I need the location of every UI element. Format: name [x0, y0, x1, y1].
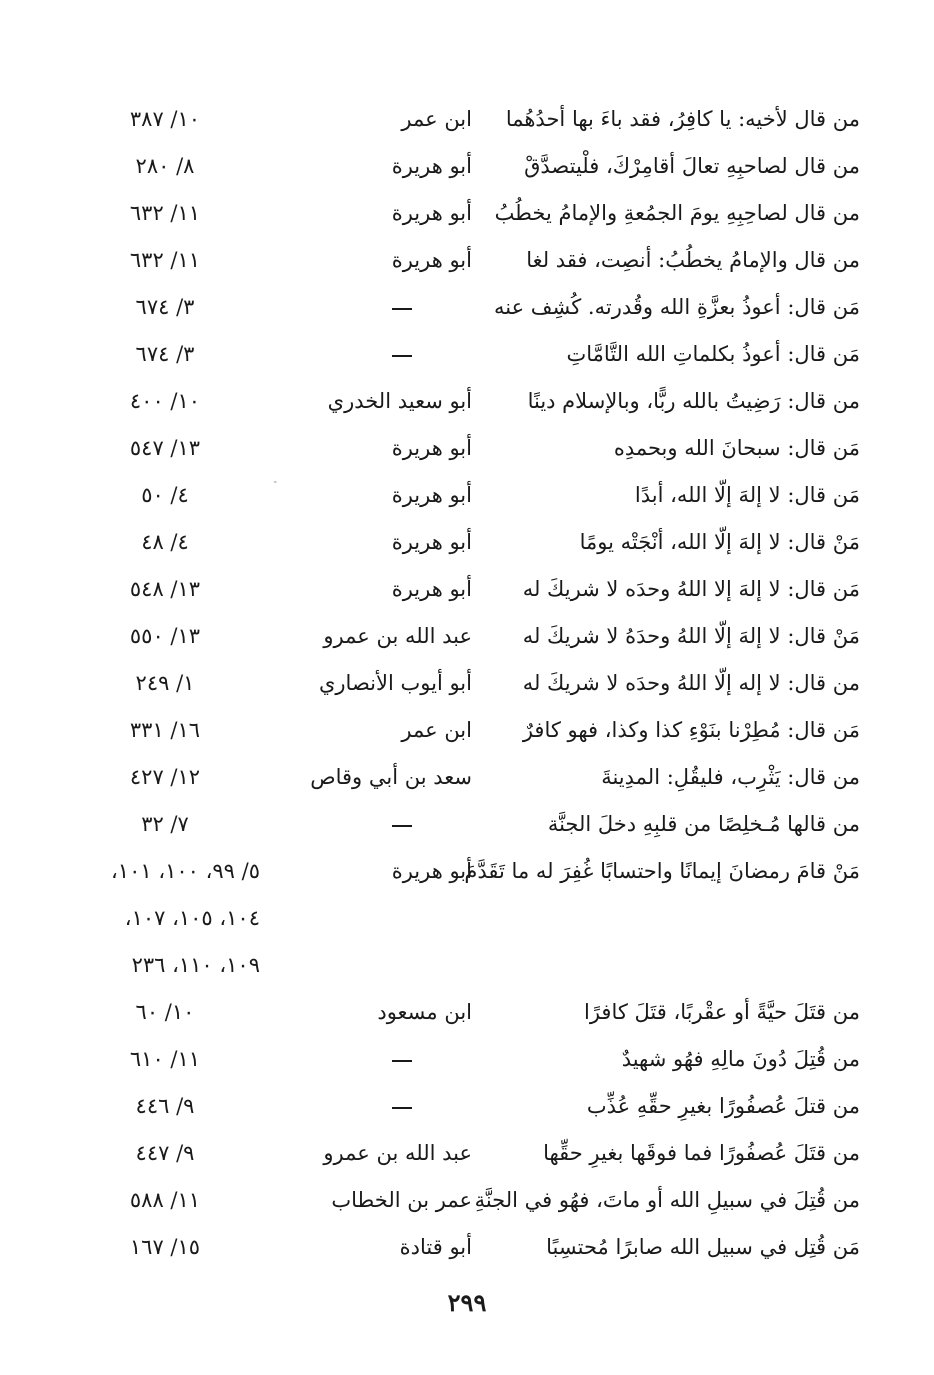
index-row	[60, 801, 860, 848]
narrator: أبو هريرة	[391, 859, 472, 883]
volume-page-ref: ١/ ٢٤٩	[135, 671, 195, 695]
index-row	[60, 190, 860, 237]
index-row	[60, 660, 860, 707]
index-row-continuation	[60, 942, 860, 989]
volume-page-ref: ١٠/ ٤٠٠	[129, 389, 201, 413]
volume-page-ref: ١٦/ ٣٣١	[129, 718, 201, 742]
hadith-text: مَن قال: أعوذُ بكلماتِ الله التَّامَّاتِ	[566, 342, 860, 366]
volume-page-ref: ٥/ ٩٩، ١٠٠، ١٠١،	[111, 859, 260, 883]
narrator	[272, 801, 472, 848]
volume-page-ref: ٨/ ٢٨٠	[135, 154, 195, 178]
volume-page-ref: ١١/ ٥٨٨	[129, 1188, 201, 1212]
index-row	[60, 425, 860, 472]
index-row	[60, 1177, 860, 1224]
no-narrator-dash	[392, 1060, 412, 1062]
narrator: ابن عمر	[401, 718, 472, 742]
hadith-text: من قتَلَ عُصفُورًا فما فوقَها بغيرِ حقِّها	[543, 1141, 860, 1165]
narrator: عمر بن الخطاب	[331, 1188, 472, 1212]
hadith-text: من قال: رَضِيتُ بالله ربًّا، وبالإسلام دينًا	[527, 389, 860, 413]
volume-page-ref-continued: ١٠٩، ١١٠، ٢٣٦	[131, 953, 260, 977]
volume-page-ref: ٤/ ٥٠	[141, 483, 189, 507]
narrator: عبد الله بن عمرو	[323, 624, 472, 648]
index-row	[60, 96, 860, 143]
hadith-text: مَن قُتِل في سبيل الله صابرًا مُحتسِبًا	[546, 1235, 860, 1259]
hadith-text: مَن قال: سبحانَ الله وبحمدِه	[613, 436, 860, 460]
volume-page-ref: ٩/ ٤٤٧	[135, 1141, 195, 1165]
no-narrator-dash	[392, 1107, 412, 1109]
volume-page-ref-continued: ١٠٤، ١٠٥، ١٠٧،	[124, 906, 260, 930]
hadith-text: من قال والإمامُ يخطُبُ: أنصِت، فقد لغا	[526, 248, 860, 272]
hadith-text: مَن قال: أعوذُ بعزَّةِ الله وقُدرته. كُشِف عنه	[493, 295, 860, 319]
narrator: أبو هريرة	[391, 436, 472, 460]
narrator: أبو قتادة	[399, 1235, 472, 1259]
narrator	[272, 1036, 472, 1083]
page-number: ٢٩٩	[447, 1288, 487, 1317]
narrator: ابن مسعود	[377, 1000, 472, 1024]
index-row	[60, 143, 860, 190]
narrator: ابن عمر	[401, 107, 472, 131]
narrator: عبد الله بن عمرو	[323, 1141, 472, 1165]
hadith-text: مَنْ قامَ رمضانَ إيمانًا واحتسابًا غُفِرَ له ما تَقَدَّمَ	[464, 859, 860, 883]
index-row	[60, 566, 860, 613]
hadith-text: من قُتِلَ دُونَ مالِهِ فهُو شهيدٌ	[621, 1047, 860, 1071]
no-narrator-dash	[392, 355, 412, 357]
volume-page-ref: ٧/ ٣٢	[141, 812, 189, 836]
volume-page-ref: ٣/ ٦٧٤	[135, 295, 195, 319]
index-row	[60, 331, 860, 378]
index-row	[60, 237, 860, 284]
narrator	[272, 284, 472, 331]
hadith-text: من قال لصاحِبِهِ يومَ الجمُعةِ والإمامُ يخطُبُ	[494, 201, 860, 225]
hadith-text: مَن قال: مُطِرْنا بنَوْءِ كذا وكذا، فهو كافرٌ	[522, 718, 860, 742]
narrator: أبو هريرة	[391, 530, 472, 554]
volume-page-ref: ١١/ ٦٣٢	[129, 201, 201, 225]
hadith-text: مَنْ قال: لا إلهَ إلّا الله، أنْجَتْه يومًا	[579, 530, 860, 554]
hadith-text: من قال لأخيه: يا كافِرُ، فقد باءَ بها أحدُهُما	[505, 107, 860, 131]
hadith-text: من قالها مُـخلِصًا من قلبِهِ دخلَ الجنَّة	[547, 812, 860, 836]
hadith-text: من قال: يَثْرِب، فليقُلِ: المدِينةَ	[601, 765, 860, 789]
narrator: أبو هريرة	[391, 483, 472, 507]
hadith-text: من قال لصاحبِهِ تعالَ أقامِرْكَ، فلْيتصدَّقْ	[524, 154, 860, 178]
volume-page-ref: ١٢/ ٤٢٧	[129, 765, 201, 789]
hadith-text: مَنْ قال: لا إلهَ إلّا اللهُ وحدَهُ لا شريكَ له	[522, 624, 860, 648]
narrator: أبو هريرة	[391, 154, 472, 178]
narrator	[272, 331, 472, 378]
index-row	[60, 1130, 860, 1177]
volume-page-ref: ١١/ ٦٣٢	[129, 248, 201, 272]
index-row	[60, 754, 860, 801]
narrator: أبو هريرة	[391, 577, 472, 601]
index-row	[60, 1224, 860, 1271]
hadith-text: من قتلَ عُصفُورًا بغيرِ حقِّهِ عُذِّب	[586, 1094, 860, 1118]
narrator: أبو هريرة	[391, 201, 472, 225]
narrator: أبو هريرة	[391, 248, 472, 272]
index-row	[60, 378, 860, 425]
no-narrator-dash	[392, 308, 412, 310]
index-row	[60, 519, 860, 566]
volume-page-ref: ١٠/ ٣٨٧	[129, 107, 201, 131]
narrator: أبو أيوب الأنصاري	[318, 671, 472, 695]
index-row	[60, 472, 860, 519]
volume-page-ref: ١٠/ ٦٠	[135, 1000, 195, 1024]
hadith-text: مَن قال: لا إلهَ إلّا الله، أبدًا	[634, 483, 860, 507]
index-row	[60, 284, 860, 331]
volume-page-ref: ١٣/ ٥٥٠	[129, 624, 201, 648]
no-narrator-dash	[392, 825, 412, 827]
index-row	[60, 1083, 860, 1130]
index-row-continuation	[60, 895, 860, 942]
volume-page-ref: ٩/ ٤٤٦	[135, 1094, 195, 1118]
hadith-index-table	[60, 96, 860, 1271]
volume-page-ref: ٤/ ٤٨	[141, 530, 189, 554]
hadith-text: من قُتِلَ في سبيلِ الله أو ماتَ، فهُو في الجنَّةِ	[474, 1188, 860, 1212]
narrator: سعد بن أبي وقاص	[310, 765, 472, 789]
narrator: أبو سعيد الخدري	[327, 389, 472, 413]
hadith-text: مَن قال: لا إلهَ إلا اللهُ وحدَه لا شريكَ له	[522, 577, 860, 601]
hadith-text: من قال: لا إله إلّا اللهُ وحدَه لا شريكَ له	[522, 671, 860, 695]
index-row	[60, 707, 860, 754]
index-row	[60, 1036, 860, 1083]
volume-page-ref: ١١/ ٦١٠	[129, 1047, 201, 1071]
index-row	[60, 613, 860, 660]
volume-page-ref: ١٥/ ١٦٧	[129, 1235, 201, 1259]
hadith-text: من قتَلَ حيَّةً أو عقْربًا، قتَلَ كافرًا	[583, 1000, 860, 1024]
index-row	[60, 848, 860, 895]
volume-page-ref: ١٣/ ٥٤٧	[129, 436, 201, 460]
volume-page-ref: ١٣/ ٥٤٨	[129, 577, 201, 601]
narrator	[272, 1083, 472, 1130]
index-row	[60, 989, 860, 1036]
volume-page-ref: ٣/ ٦٧٤	[135, 342, 195, 366]
